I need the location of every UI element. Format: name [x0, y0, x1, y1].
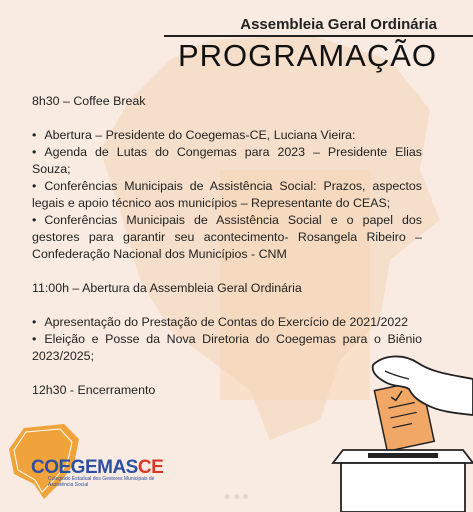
- carousel-dot[interactable]: [225, 494, 230, 499]
- carousel-indicator[interactable]: [0, 486, 473, 504]
- list-item: • Eleição e Posse da Nova Diretoria do Coegemas para o Biênio 2023/2025;: [32, 331, 422, 365]
- list-item: • Apresentação do Prestação de Contas do Exercício de 2021/2022: [32, 314, 422, 331]
- schedule-item-assembly: 11:00h – Abertura da Assembleia Geral Ordinária: [32, 281, 302, 295]
- logo-subtitle: Colegiado Estadual dos Gestores Municipais de Assistência Social: [48, 476, 155, 488]
- event-subtitle: Assembleia Geral Ordinária: [240, 16, 437, 33]
- page-title: PROGRAMAÇÃO: [177, 38, 437, 73]
- schedule-item-coffee: 8h30 – Coffee Break: [32, 94, 146, 108]
- program-list-1: [32, 127, 422, 263]
- logo-name: COEGEMASCE: [31, 457, 164, 478]
- header-divider: [164, 35, 473, 37]
- carousel-dot[interactable]: [234, 494, 239, 499]
- carousel-dot[interactable]: [243, 494, 248, 499]
- list-item: • Abertura – Presidente do Coegemas-CE, Luciana Vieira:: [32, 127, 422, 144]
- list-item: • Conferências Municipais de Assistência Social: Prazos, aspectos legais e apoio técnico aos municípios – Representante do CEAS;: [32, 178, 422, 212]
- list-item: • Agenda de Lutas do Congemas para 2023 – Presidente Elias Souza;: [32, 144, 422, 178]
- schedule-item-closing: 12h30 - Encerramento: [32, 383, 156, 397]
- list-item: • Conferências Municipais de Assistência Social e o papel dos gestores para garantir seu acontecimento- Rosangela Ribeiro – Confederação Nacional dos Municípios - CNM: [32, 212, 422, 263]
